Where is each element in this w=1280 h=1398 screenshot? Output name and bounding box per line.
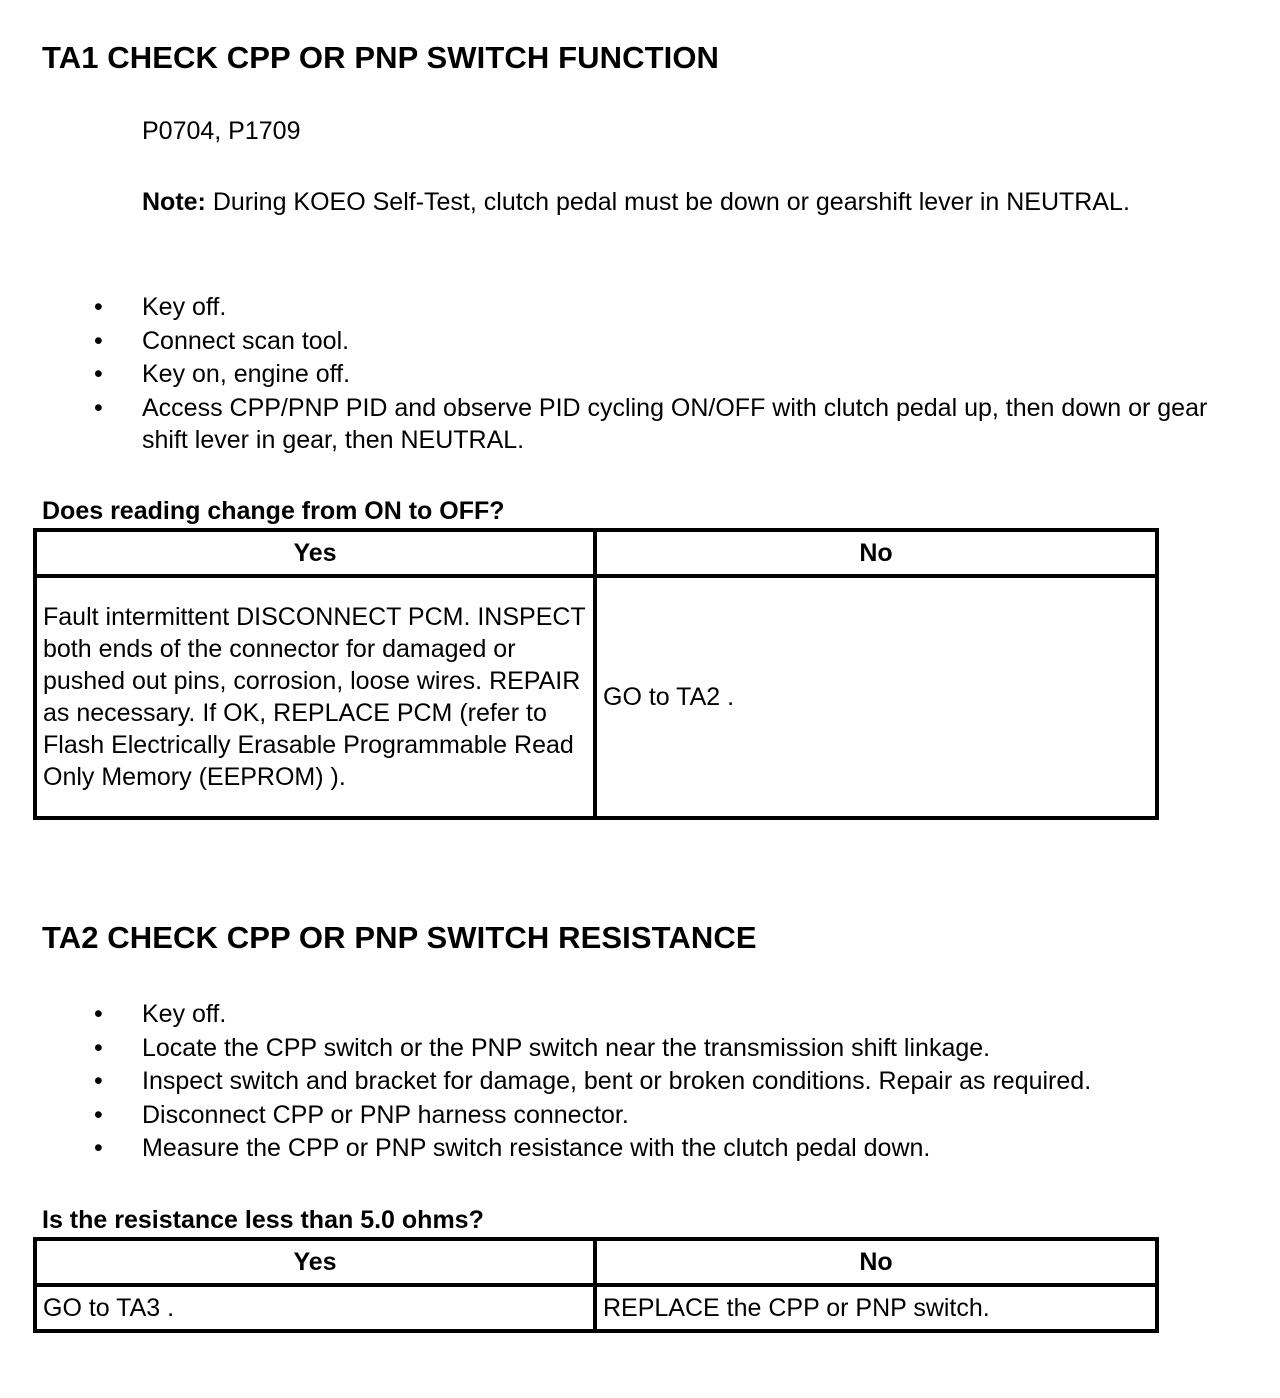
- bullet-icon: •: [94, 1000, 103, 1028]
- table-header-row: [35, 1239, 1157, 1285]
- section1-question: Does reading change from ON to OFF?: [42, 497, 505, 525]
- list-item: [42, 1099, 1262, 1133]
- no-cell: REPLACE the CPP or PNP switch.: [595, 1285, 1157, 1331]
- note-text: During KOEO Self-Test, clutch pedal must be down or gearshift lever in NEUTRAL.: [205, 188, 1130, 216]
- table-header-row: [35, 530, 1157, 576]
- section2-question: Is the resistance less than 5.0 ohms?: [42, 1206, 484, 1234]
- yes-header: Yes: [35, 1239, 595, 1285]
- step-text: Inspect switch and bracket for damage, bent or broken conditions. Repair as required.: [142, 1067, 1092, 1095]
- bullet-icon: •: [94, 1100, 103, 1129]
- section1-title: TA1 CHECK CPP OR PNP SWITCH FUNCTION: [42, 40, 720, 75]
- list-item: [42, 358, 1242, 392]
- note-label: Note:: [142, 188, 206, 216]
- yes-cell: Fault intermittent DISCONNECT PCM. INSPECT both ends of the connector for damaged or pushed out pins, corrosion, loose wires. REPAIR as necessary. If OK, REPLACE PCM (refer to Flash Electrically Erasable Programmable Read Only Memory (EEPROM) ).: [35, 576, 595, 818]
- table-row: [35, 1285, 1157, 1331]
- list-item: [42, 1065, 1262, 1099]
- list-item: [42, 291, 1242, 325]
- step-text: Connect scan tool.: [142, 326, 350, 355]
- bullet-icon: •: [94, 360, 103, 388]
- bullet-icon: •: [94, 326, 103, 355]
- section1-dtc-codes: P0704, P1709: [142, 117, 301, 145]
- bullet-icon: •: [94, 293, 103, 321]
- section2-steps: [42, 998, 1262, 1166]
- bullet-icon: •: [94, 1067, 103, 1095]
- step-text: Key off.: [142, 293, 227, 321]
- list-item: [42, 392, 1242, 457]
- list-item: [42, 1132, 1262, 1166]
- step-text: Key off.: [142, 1000, 227, 1028]
- section1-steps: [42, 291, 1242, 457]
- yes-cell: GO to TA3 .: [35, 1285, 595, 1331]
- section2-decision-table: [33, 1237, 1159, 1333]
- step-text: Disconnect CPP or PNP harness connector.: [142, 1100, 629, 1129]
- section1-decision-table: [33, 528, 1159, 820]
- section1-note: [142, 186, 1132, 219]
- step-text: Locate the CPP switch or the PNP switch near the transmission shift linkage.: [142, 1033, 991, 1062]
- no-cell: GO to TA2 .: [595, 576, 1157, 818]
- no-header: No: [595, 1239, 1157, 1285]
- step-text: Key on, engine off.: [142, 360, 351, 388]
- section2-title: TA2 CHECK CPP OR PNP SWITCH RESISTANCE: [42, 920, 757, 955]
- table-row: [35, 576, 1157, 818]
- step-text: Measure the CPP or PNP switch resistance with the clutch pedal down.: [142, 1134, 931, 1162]
- list-item: [42, 325, 1242, 359]
- list-item: [42, 1032, 1262, 1066]
- yes-header: Yes: [35, 530, 595, 576]
- bullet-icon: •: [94, 393, 103, 422]
- step-text: Access CPP/PNP PID and observe PID cycling ON/OFF with clutch pedal up, then down or gear shift lever in gear, then NEUTRAL.: [142, 393, 1208, 454]
- bullet-icon: •: [94, 1134, 103, 1162]
- no-header: No: [595, 530, 1157, 576]
- bullet-icon: •: [94, 1033, 103, 1062]
- list-item: [42, 998, 1262, 1032]
